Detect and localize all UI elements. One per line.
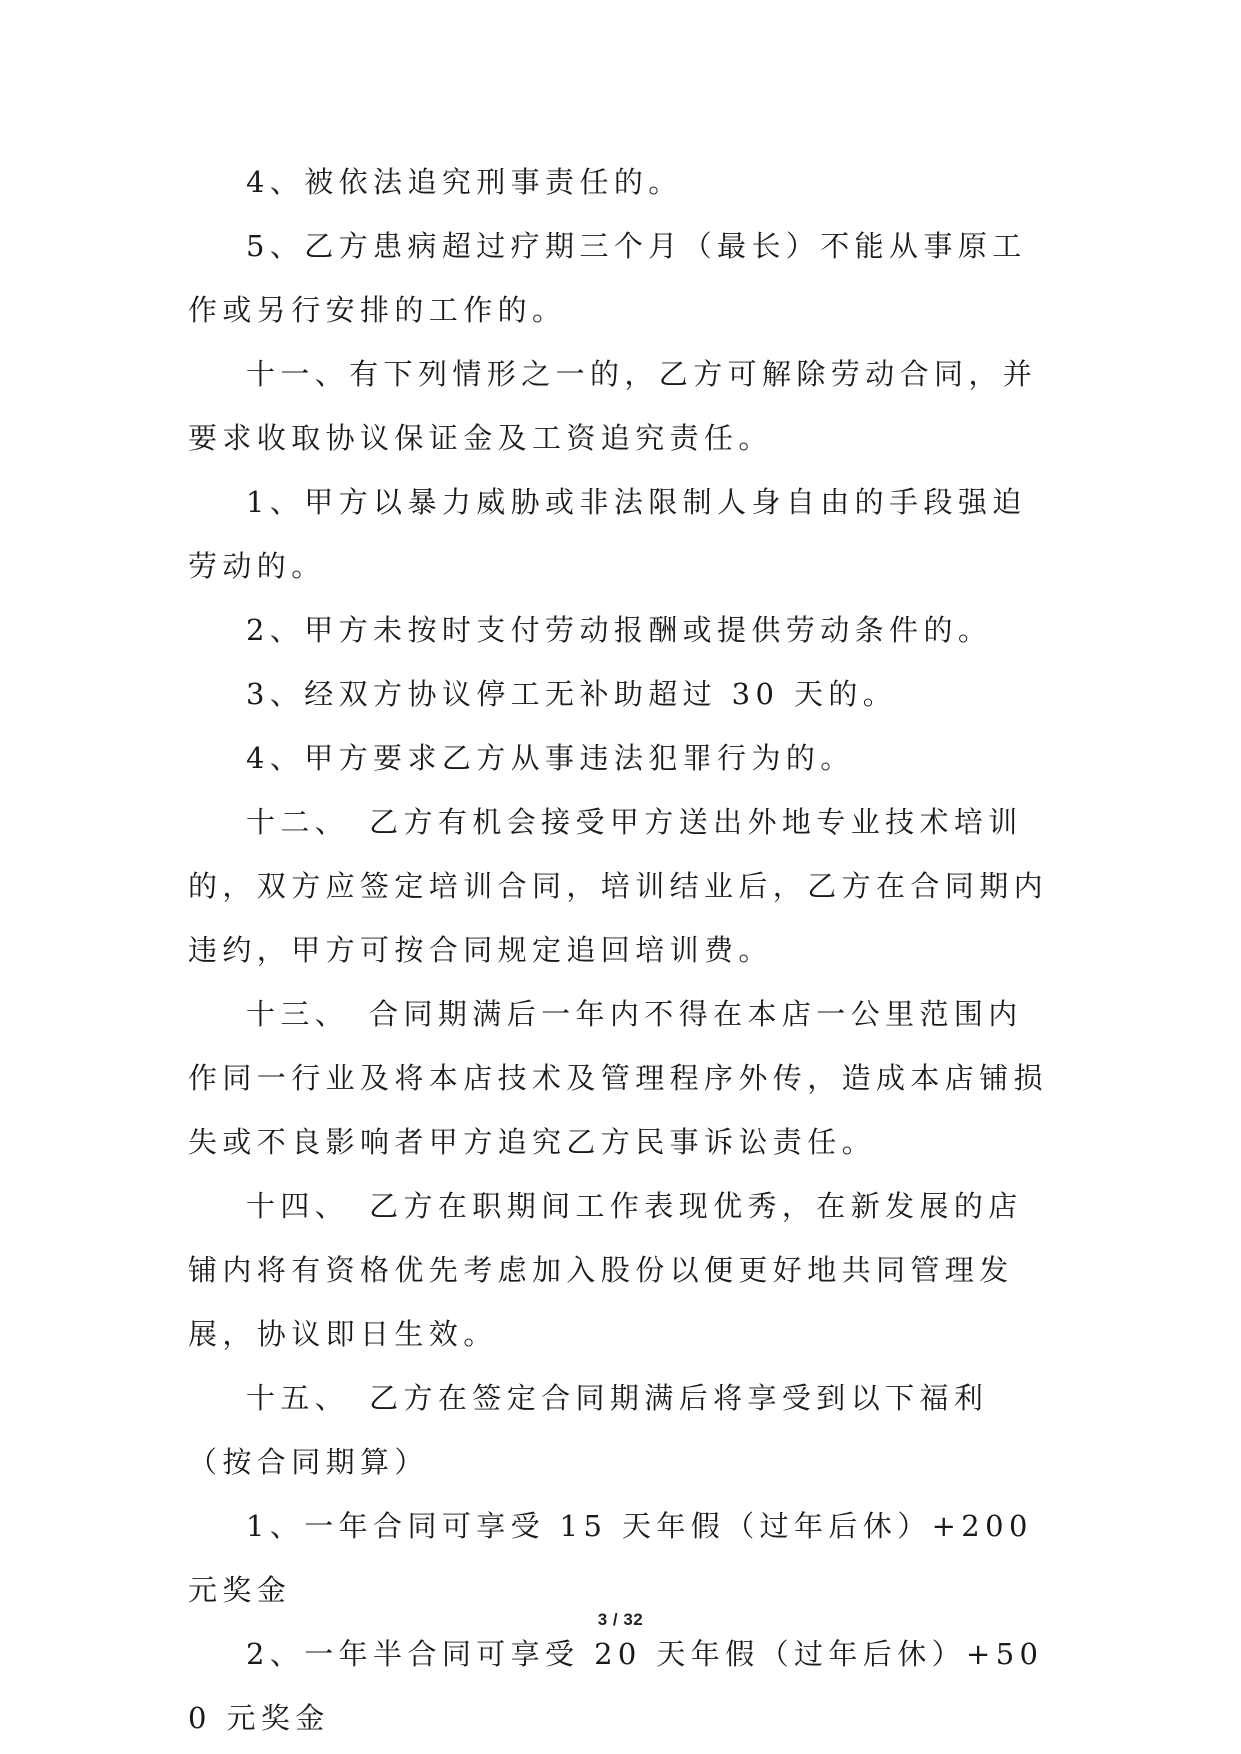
document-body — [188, 150, 1056, 1750]
paragraph-clause-14: 十四、 乙方在职期间工作表现优秀，在新发展的店铺内将有资格优先考虑加入股份以便更好地共同管理发展，协议即日生效。 — [188, 1189, 1023, 1351]
paragraph-clause-13: 十三、 合同期满后一年内不得在本店一公里范围内作同一行业及将本店技术及管理程序外传，造成本店铺损失或不良影响者甲方追究乙方民事诉讼责任。 — [188, 997, 1049, 1159]
paragraph-clause-11: 十一、有下列情形之一的，乙方可解除劳动合同，并要求收取协议保证金及工资追究责任。 — [188, 357, 1038, 455]
paragraph-item-4-criminal: 4、被依法追究刑事责任的。 — [246, 165, 683, 199]
paragraph-clause-15: 十五、 乙方在签定合同期满后将享受到以下福利（按合同期算） — [188, 1381, 989, 1479]
paragraph-clause-15-item-1: 1、一年合同可享受 15 天年假（过年后休）+200 元奖金 — [188, 1509, 1033, 1607]
paragraph-clause-11-item-3: 3、经双方协议停工无补助超过 30 天的。 — [246, 677, 898, 711]
paragraph-clause-15-item-2: 2、一年半合同可享受 20 天年假（过年后休）+500 元奖金 — [188, 1637, 1044, 1735]
paragraph-clause-11-item-2: 2、甲方未按时支付劳动报酬或提供劳动条件的。 — [246, 613, 993, 647]
paragraph-clause-11-item-4: 4、甲方要求乙方从事违法犯罪行为的。 — [246, 741, 855, 775]
page-number: 3 / 32 — [597, 1610, 644, 1629]
paragraph-clause-12: 十二、 乙方有机会接受甲方送出外地专业技术培训的，双方应签定培训合同，培训结业后，乙方在合同期内违约，甲方可按合同规定追回培训费。 — [188, 805, 1049, 967]
paragraph-item-5-illness: 5、乙方患病超过疗期三个月（最长）不能从事原工作或另行安排的工作的。 — [188, 229, 1027, 327]
paragraph-clause-11-item-1: 1、甲方以暴力威胁或非法限制人身自由的手段强迫劳动的。 — [188, 485, 1027, 583]
